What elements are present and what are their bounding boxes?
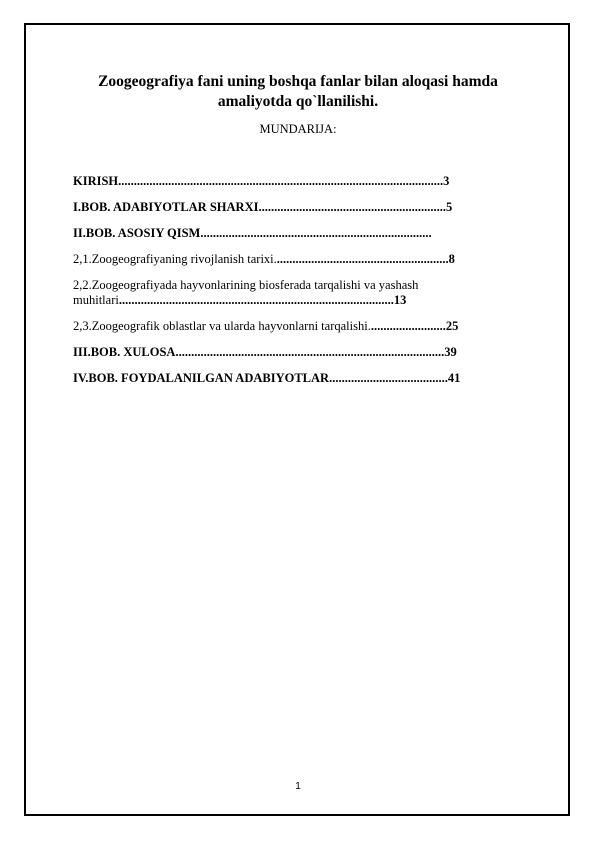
- toc-leader-dots: ........................: [370, 319, 446, 333]
- toc-heading: MUNDARIJA:: [259, 122, 337, 136]
- toc-leader-dots: .......................................................: [276, 252, 449, 266]
- toc-entry-biosferada-tarqalishi[interactable]: [73, 278, 513, 308]
- toc-leader-dots: ......................................: [329, 371, 448, 385]
- toc-leader-dots: ........................................................................................: [118, 293, 394, 307]
- toc-entry-label: I.BOB. ADABIYOTLAR SHARXI: [73, 200, 259, 214]
- toc-page-number: 25: [445, 319, 459, 333]
- toc-entry-label: 2,1.Zoogeografiyaning rivojlanish tarixi.: [73, 252, 277, 266]
- toc-entry-label: II.BOB. ASOSIY QISM: [73, 226, 201, 240]
- toc-leader-dots: ..........................................................................: [200, 226, 432, 240]
- toc-leader-dots: ............................................................: [258, 200, 446, 214]
- toc-entry-zoogeografik-oblastlar[interactable]: [73, 319, 513, 334]
- toc-entry-foydalanilgan-adabiyotlar[interactable]: [73, 371, 513, 386]
- toc-entry-label: III.BOB. XULOSA: [73, 345, 176, 359]
- toc-entry-label: 2,2.Zoogeografiyada hayvonlarining biosferada tarqalishi va yashash muhitlari: [73, 278, 419, 307]
- page-number: 1: [295, 781, 301, 792]
- toc-entry-label: 2,3.Zoogeografik oblastlar va ularda hayvonlarni tarqalishi.: [73, 319, 371, 333]
- toc-entry-asosiy-qism[interactable]: [73, 226, 513, 241]
- toc-entry-label: IV.BOB. FOYDALANILGAN ADABIYOTLAR: [73, 371, 330, 385]
- toc-page-number: 8: [448, 252, 455, 266]
- toc-page-number: 39: [444, 345, 457, 359]
- toc-leader-dots: ......................................................................................: [175, 345, 445, 359]
- toc-page-number: 13: [393, 293, 407, 307]
- toc-entry-rivojlanish-tarixi[interactable]: [73, 252, 513, 267]
- toc-page-number: 5: [445, 200, 453, 214]
- toc-entry-kirish[interactable]: [73, 174, 513, 189]
- toc-entry-label: KIRISH: [73, 174, 119, 188]
- toc-entry-xulosa[interactable]: [73, 345, 513, 360]
- table-of-contents: [73, 174, 513, 397]
- toc-page-number: 3: [443, 174, 450, 188]
- toc-leader-dots: ........................................................................................................: [118, 174, 444, 188]
- toc-page-number: 41: [447, 371, 461, 385]
- toc-entry-adabiyotlar-sharxi[interactable]: [73, 200, 513, 215]
- page-border: [24, 23, 570, 816]
- document-title: Zoogeografiya fani uning boshqa fanlar bilan aloqasi hamda amaliyotda qo`llanilishi.: [98, 73, 498, 110]
